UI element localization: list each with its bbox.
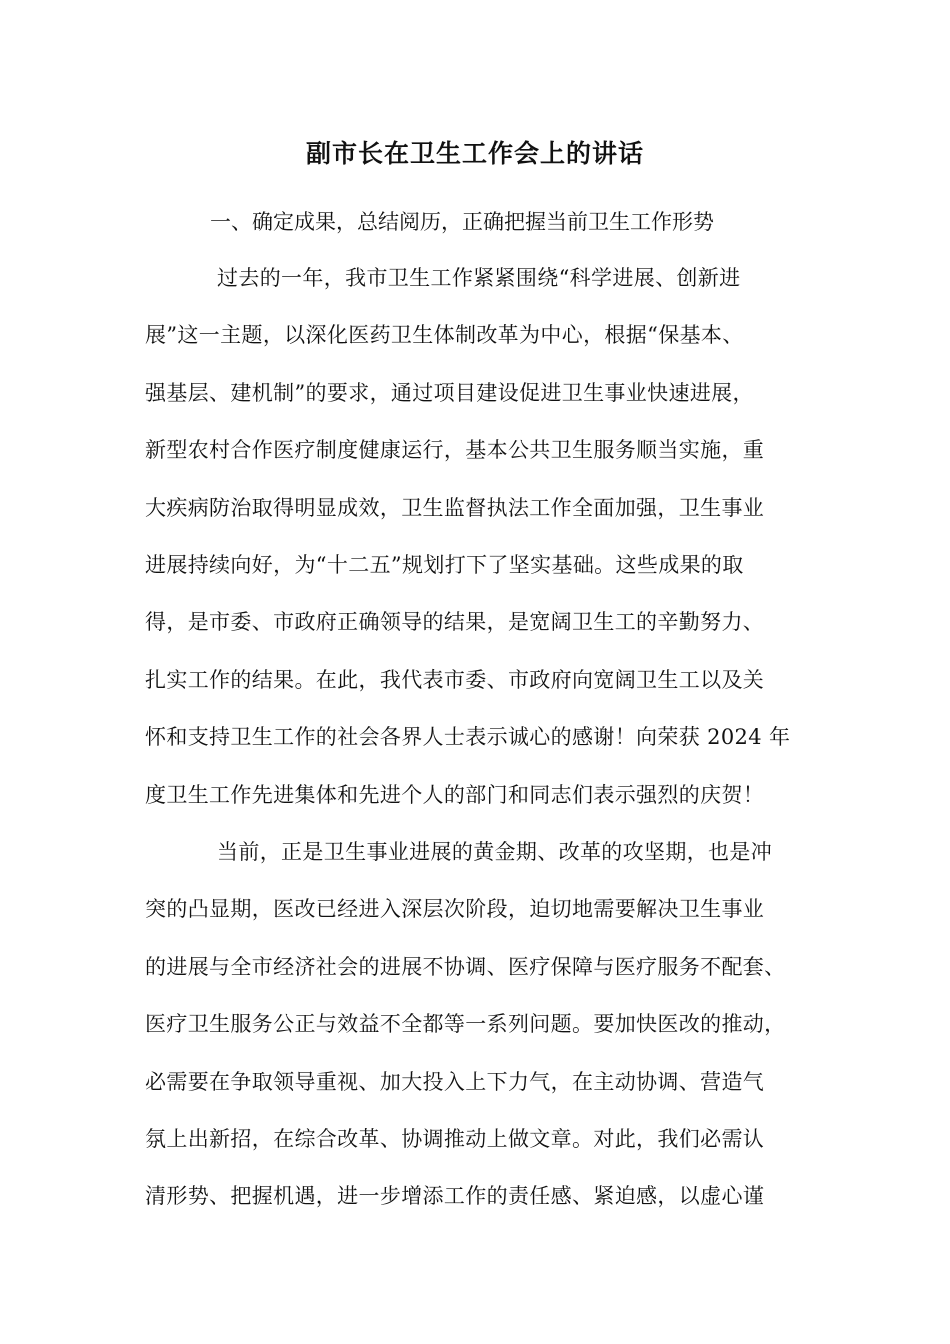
paragraph-1 (145, 260, 815, 834)
paragraph-line: 清形势、把握机遇，进一步增添工作的责任感、紧迫感，以虚心谨 (145, 1184, 765, 1209)
paragraph-line: 强基层、建机制”的要求，通过项目建设促进卫生事业快速进展， (145, 380, 754, 405)
paragraph-line: 得，是市委、市政府正确领导的结果，是宽阔卫生工的辛勤努力、 (145, 610, 765, 635)
paragraph-line: 当前，正是卫生事业进展的黄金期、改革的攻坚期，也是冲 (217, 840, 773, 864)
paragraph-line: 大疾病防治取得明显成效，卫生监督执法工作全面加强，卫生事业 (145, 495, 765, 520)
paragraph-2 (145, 834, 815, 1236)
paragraph-line: 新型农村合作医疗制度健康运行，基本公共卫生服务顺当实施，重 (145, 438, 765, 463)
paragraph-line: 医疗卫生服务公正与效益不全都等一系列问题。要加快医改的推动， (145, 1012, 786, 1037)
paragraph-line: 突的凸显期，医改已经进入深层次阶段，迫切地需要解决卫生事业 (145, 897, 765, 922)
section-heading: 一、确定成果，总结阅历，正确把握当前卫生工作形势 (210, 210, 714, 234)
paragraph-line: 怀和支持卫生工作的社会各界人士表示诚心的感谢！向荣获 2024 年 (145, 725, 791, 750)
paragraph-line: 过去的一年，我市卫生工作紧紧围绕“科学进展、创新进 (217, 266, 741, 290)
paragraph-line: 展”这一主题，以深化医药卫生体制改革为中心，根据“保基本、 (145, 323, 744, 348)
paragraph-line: 氛上出新招，在综合改革、协调推动上做文章。对此，我们必需认 (145, 1126, 765, 1151)
paragraph-line: 必需要在争取领导重视、加大投入上下力气，在主动协调、营造气 (145, 1069, 765, 1094)
paragraph-line: 扎实工作的结果。在此，我代表市委、市政府向宽阔卫生工以及关 (145, 667, 765, 692)
paragraph-line: 度卫生工作先进集体和先进个人的部门和同志们表示强烈的庆贺！ (145, 782, 765, 807)
document-title: 副市长在卫生工作会上的讲话 (305, 139, 644, 168)
paragraph-line: 的进展与全市经济社会的进展不协调、医疗保障与医疗服务不配套、 (145, 954, 786, 979)
paragraph-line: 进展持续向好，为“十二五”规划打下了坚实基础。这些成果的取 (145, 552, 744, 577)
